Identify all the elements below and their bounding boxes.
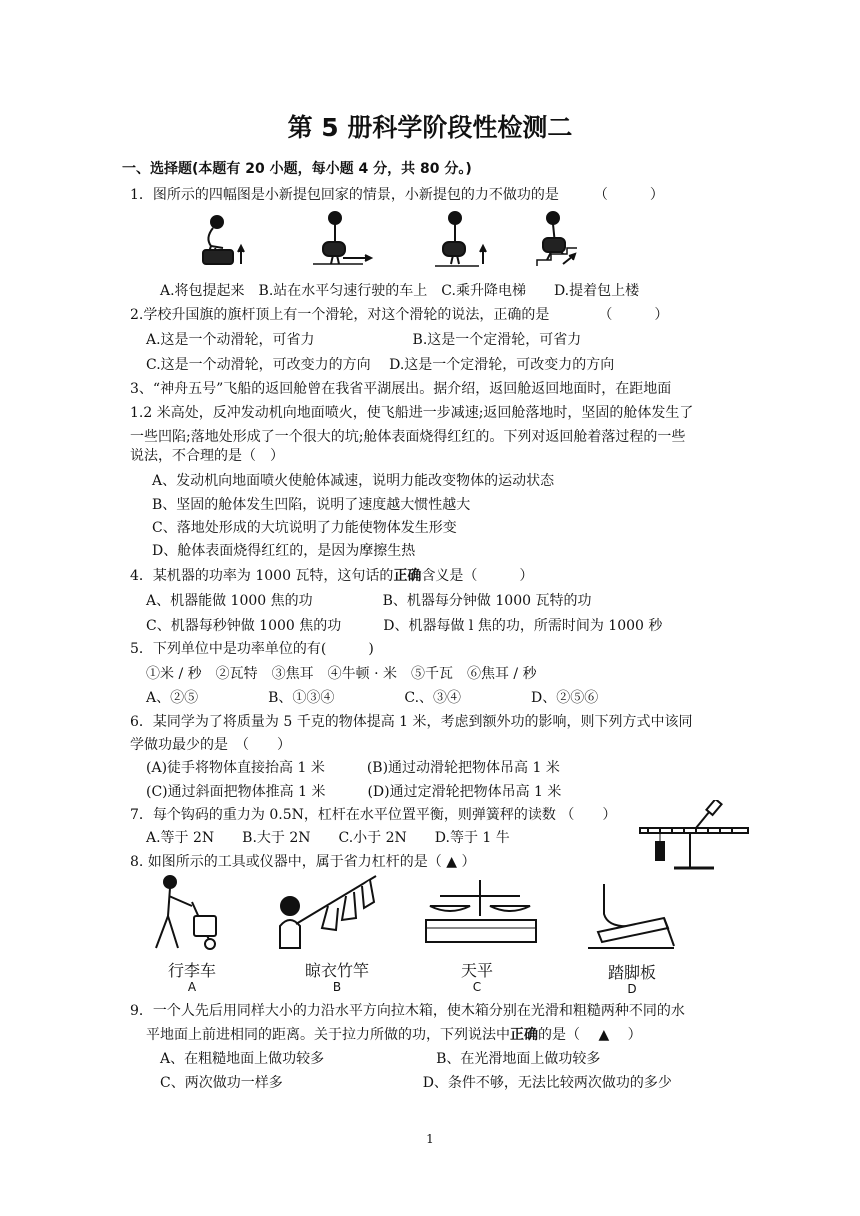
q4-stem-pre: 4．某机器的功率为 1000 瓦特，这句话的 — [130, 568, 394, 584]
q3-option-c: C、落地处形成的大坑说明了力能使物体发生形变 — [152, 520, 457, 536]
q1-figure-a — [203, 216, 244, 264]
q4-stem-post: 含义是（ ） — [421, 568, 534, 584]
q9-options-cd: C、两次做功一样多 D、条件不够，无法比较两次做功的多少 — [160, 1075, 672, 1091]
q1-figure-c — [435, 212, 486, 266]
q7-lever-figure — [634, 800, 754, 874]
q7-stem: 7．每个钩码的重力为 0.5N，杠杆在水平位置平衡，则弹簧秤的读数 （ ） — [130, 807, 617, 823]
q3-stem-line1: 3、“神舟五号”飞船的返回舱曾在我省平湖展出。据介绍，返回舱返回地面时，在距地面 — [130, 381, 672, 397]
q8-caption-c-name: 天平 — [460, 961, 493, 980]
q3-stem-line4: 说法，不合理的是（ ） — [130, 448, 284, 464]
q8-figure-b-clothes-pole — [266, 868, 388, 956]
q2-stem: 2.学校升国旗的旗杆顶上有一个滑轮，对这个滑轮的说法，正确的是 （ ） — [130, 307, 669, 323]
q5-units: ①米 / 秒 ②瓦特 ③焦耳 ④牛顿 · 米 ⑤千瓦 ⑥焦耳 / 秒 — [146, 666, 537, 682]
q8-caption-c-letter: C — [472, 980, 482, 994]
q8-stem: 8. 如图所示的工具或仪器中，属于省力杠杆的是（ ▲ ） — [130, 854, 476, 870]
q2-options-ab: A.这是一个动滑轮，可省力 B.这是一个定滑轮，可省力 — [146, 332, 582, 348]
section-header: 一、选择题(本题有 20 小题，每小题 4 分，共 80 分。) — [122, 161, 472, 177]
q1-figure-d — [537, 212, 577, 266]
q8-caption-d — [596, 960, 668, 995]
q3-stem-line2: 1.2 米高处，反冲发动机向地面喷火，使飞船进一步减速;返回舱落地时，坚固的舱体发生了 — [130, 405, 694, 421]
q8-figure-c-balance — [420, 876, 542, 952]
q3-option-a: A、发动机向地面喷火使舱体减速，说明力能改变物体的运动状态 — [152, 473, 555, 489]
q8-caption-a — [160, 958, 224, 993]
q9-stem-line1: 9．一个人先后用同样大小的力沿水平方向拉木箱，使木箱分别在光滑和粗糙两种不同的水 — [130, 1003, 685, 1019]
q9-stem-post: 的是（ ▲ ） — [538, 1027, 642, 1043]
q8-figure-a-luggage-cart — [140, 872, 230, 954]
q8-caption-d-letter: D — [627, 982, 637, 996]
q2-options-cd: C.这是一个动滑轮，可改变力的方向 D.这是一个定滑轮，可改变力的方向 — [146, 357, 615, 373]
q8-caption-a-name: 行李车 — [167, 961, 216, 980]
q3-stem-line3: 一些凹陷;落地处形成了一个很大的坑;舱体表面烧得红红的。下列对返回舱着落过程的一些 — [130, 429, 686, 445]
q6-options-ab: (A)徒手将物体直接抬高 1 米 (B)通过动滑轮把物体吊高 1 米 — [146, 760, 560, 776]
q4-stem — [130, 567, 533, 585]
page-title: 第 5 册科学阶段性检测二 — [287, 113, 573, 142]
page-number: 1 — [426, 1132, 434, 1146]
q9-stem-bold: 正确 — [510, 1027, 538, 1043]
q9-stem-line2 — [146, 1026, 642, 1044]
q1-figure-b — [313, 212, 371, 264]
q5-stem: 5．下列单位中是功率单位的有( ) — [130, 641, 374, 657]
q6-stem-line1: 6．某同学为了将质量为 5 千克的物体提高 1 米，考虑到额外功的影响，则下列方式中该同 — [130, 714, 693, 730]
q8-caption-a-letter: A — [187, 980, 197, 994]
q7-options: A.等于 2N B.大于 2N C.小于 2N D.等于 1 牛 — [146, 830, 510, 846]
q8-caption-b-letter: B — [332, 980, 342, 994]
q6-options-cd: (C)通过斜面把物体推高 1 米 (D)通过定滑轮把物体吊高 1 米 — [146, 784, 562, 800]
q8-caption-b-name: 晾衣竹竿 — [304, 961, 369, 980]
q4-stem-bold: 正确 — [393, 568, 422, 584]
q3-option-d: D、舱体表面烧得红红的，是因为摩擦生热 — [152, 543, 416, 559]
q1-options: A.将包提起来 B.站在水平匀速行驶的车上 C.乘升降电梯 D.提着包上楼 — [160, 283, 640, 299]
q8-caption-c — [452, 958, 502, 993]
q8-caption-d-name: 踏脚板 — [607, 963, 656, 982]
q8-figure-d-pedal — [584, 880, 678, 952]
q9-options-ab: A、在粗糙地面上做功较多 B、在光滑地面上做功较多 — [160, 1051, 601, 1067]
q9-stem-pre: 平地面上前进相同的距离。关于拉力所做的功，下列说法中 — [146, 1027, 510, 1043]
q1-figure — [195, 208, 585, 270]
q8-caption-b — [292, 958, 382, 993]
q4-options-ab: A、机器能做 1000 焦的功 B、机器每分钟做 1000 瓦特的功 — [146, 593, 592, 609]
q3-option-b: B、坚固的舱体发生凹陷，说明了速度越大惯性越大 — [152, 497, 471, 513]
q1-stem: 1．图所示的四幅图是小新提包回家的情景，小新提包的力不做功的是 （ ） — [130, 187, 664, 203]
q4-options-cd: C、机器每秒钟做 1000 焦的功 D、机器每做 l 焦的功，所需时间为 1000 秒 — [146, 618, 663, 634]
q6-stem-line2: 学做功最少的是 （ ） — [130, 737, 291, 753]
q5-options: A、②⑤ B、①③④ C.、③④ D、②⑤⑥ — [146, 690, 599, 706]
